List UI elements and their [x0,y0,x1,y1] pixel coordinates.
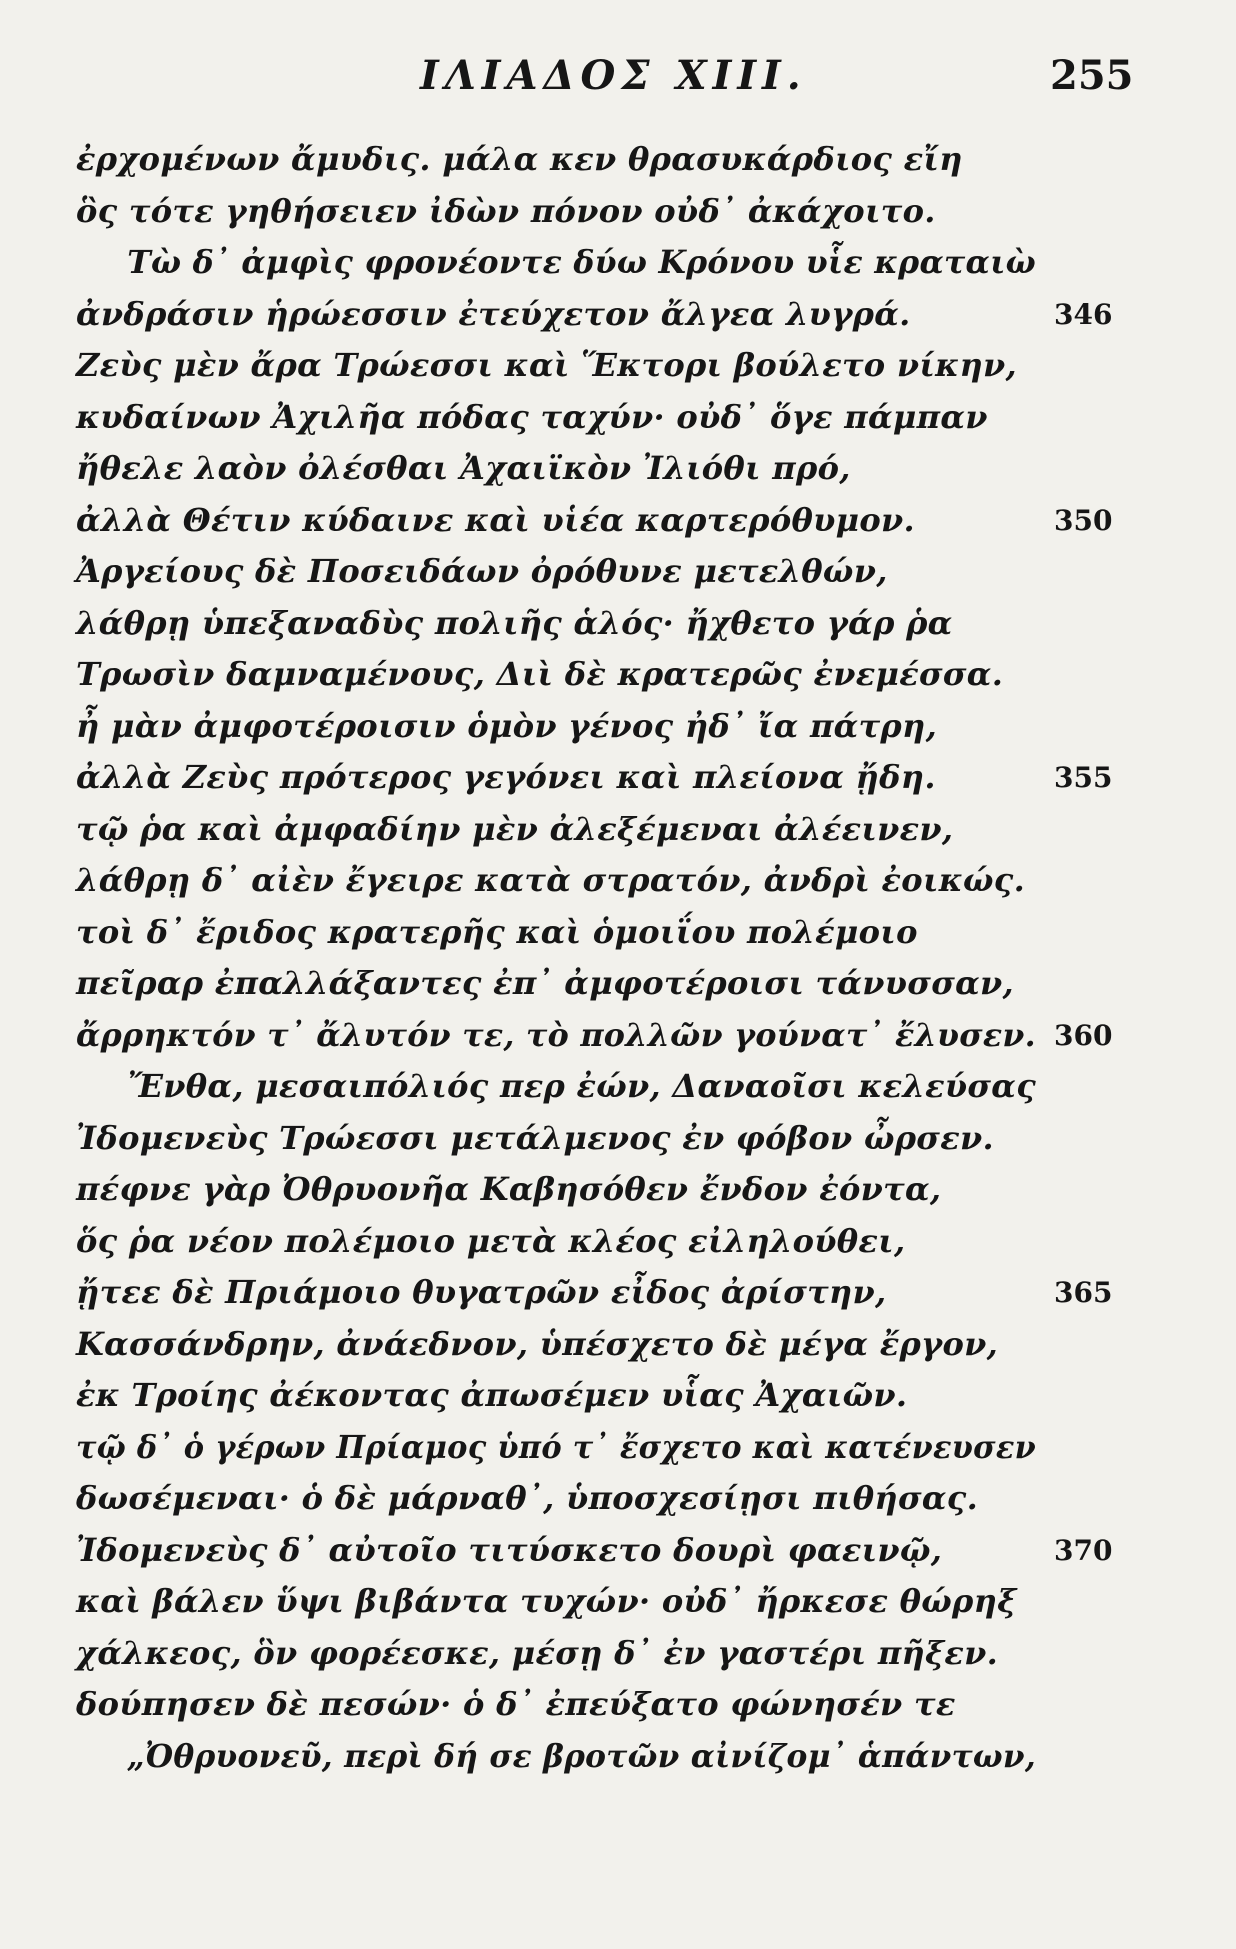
verse-text: πεῖραρ ἐπαλλάξαντες ἐπ᾽ ἀμφοτέροισι τάνυσσαν, [76,964,1014,1002]
verse-text: ἀνδράσιν ἡρώεσσιν ἐτεύχετον ἄλγεα λυγρά. [76,294,911,333]
verse-text: ἄρρηκτόν τ᾽ ἄλυτόν τε, τὸ πολλῶν γούνατ᾽ ἔλυσεν. [76,1015,1036,1054]
verse-text: ἤθελε λαὸν ὀλέσθαι Ἀχαιϊκὸν Ἰλιόθι πρό, [76,449,851,487]
verse-line [76,237,1196,289]
verse-line [76,186,1196,238]
verse-line [76,392,1196,444]
verse-line [76,1319,1196,1371]
line-number: 360 [1054,1018,1113,1052]
verse-text: χάλκεος, ὃν φορέεσκε, μέσῃ δ᾽ ἐν γαστέρι πῆξεν. [76,1633,999,1672]
verse-text: ἦ μὰν ἀμφοτέροισιν ὁμὸν γένος ἠδ᾽ ἴα πάτρη, [76,706,938,745]
verse-text: ὅς ῥα νέον πολέμοιο μετὰ κλέος εἰληλούθει, [76,1221,906,1260]
page-number: 255 [1050,52,1134,99]
verse-text: Κασσάνδρην, ἀνάεδνον, ὑπέσχετο δὲ μέγα ἔργον, [76,1324,999,1363]
verse-line [76,1576,1196,1628]
verse-line [76,289,1196,341]
verse-line [76,1216,1196,1268]
verse-text: Τὼ δ᾽ ἀμφὶς φρονέοντε δύω Κρόνου υἷε κραταιὼ [127,243,1037,281]
line-number: 350 [1054,503,1113,537]
verse-line [76,804,1196,856]
line-number: 355 [1054,761,1113,794]
verse-line [76,649,1196,701]
verse-text: ἐκ Τροίης ἀέκοντας ἀπωσέμεν υἷας Ἀχαιῶν. [76,1376,908,1414]
verse-line [76,134,1196,186]
verse-line [76,958,1196,1010]
verse-text: Ζεὺς μὲν ἄρα Τρώεσσι καὶ Ἕκτορι βούλετο νίκην, [76,346,1017,384]
line-number: 370 [1054,1533,1113,1567]
verse-line [76,1525,1196,1577]
verse-text: ἀλλὰ Ζεὺς πρότερος γεγόνει καὶ πλείονα ᾔδη. [76,758,936,796]
verse-line [76,1010,1196,1062]
verse-line [76,701,1196,753]
verse-text: ᾔτεε δὲ Πριάμοιο θυγατρῶν εἶδος ἀρίστην, [76,1273,887,1311]
verse-text: τῷ δ᾽ ὁ γέρων Πρίαμος ὑπό τ᾽ ἔσχετο καὶ κατένευσεν [76,1427,1036,1466]
verse-line [76,1628,1196,1680]
verse-text: ἐρχομένων ἄμυδις. μάλα κεν θρασυκάρδιος εἴη [76,140,963,178]
verse-text: καὶ βάλεν ὕψι βιβάντα τυχών· οὐδ᾽ ἤρκεσε θώρηξ [76,1582,1017,1620]
line-number: 365 [1054,1276,1113,1309]
verse-text: Ἰδομενεὺς δ᾽ αὐτοῖο τιτύσκετο δουρὶ φαεινῷ, [76,1530,943,1569]
verse-text: ὃς τότε γηθήσειεν ἰδὼν πόνον οὐδ᾽ ἀκάχοιτο. [76,191,936,230]
verse-line [76,340,1196,392]
verse-line [76,1679,1196,1731]
verse-text: δούπησεν δὲ πεσών· ὁ δ᾽ ἐπεύξατο φώνησέν τε [76,1685,956,1723]
verse-line [76,495,1196,547]
verse-line [76,1422,1196,1474]
verse-text: Ἰδομενεὺς Τρώεσσι μετάλμενος ἐν φόβον ὦρσεν. [76,1118,994,1157]
verse-text: „Ὀθρυονεῦ, περὶ δή σε βροτῶν αἰνίζομ᾽ ἁπάντων, [126,1736,1037,1775]
verse-line [76,1061,1196,1113]
line-number: 346 [1054,297,1113,331]
verse-text: Τρωσὶν δαμναμένους, Διὶ δὲ κρατερῶς ἐνεμέσσα. [76,655,1004,693]
verse-line [76,1267,1196,1319]
verse-text: δωσέμεναι· ὁ δὲ μάρναθ᾽, ὑποσχεσίῃσι πιθήσας. [76,1479,979,1517]
verse-line [76,752,1196,804]
verse-text: Ἀργείους δὲ Ποσειδάων ὀρόθυνε μετελθών, [76,552,888,590]
verse-line [76,1113,1196,1165]
verse-text: λάθρῃ ὑπεξαναδὺς πολιῆς ἁλός· ἤχθετο γάρ ῥα [76,603,953,642]
verse-line [76,598,1196,650]
running-title: ΙΛΙΑΔΟΣ XIII. [420,52,807,99]
verse-text: τοὶ δ᾽ ἔριδος κρατερῆς καὶ ὁμοιΐου πολέμοιο [76,912,918,951]
verse-line [76,1473,1196,1525]
verse-text: ἀλλὰ Θέτιν κύδαινε καὶ υἱέα καρτερόθυμον. [76,500,915,539]
verse-line [76,443,1196,495]
verse-line [76,1370,1196,1422]
verse-line [76,546,1196,598]
verse-line [76,907,1196,959]
verse-block [76,134,1196,1782]
verse-text: τῷ ῥα καὶ ἀμφαδίην μὲν ἀλεξέμεναι ἀλέεινεν, [76,809,954,848]
verse-line [76,855,1196,907]
verse-line [76,1731,1196,1783]
verse-line [76,1164,1196,1216]
running-header [0,52,1236,112]
verse-text: Ἔνθα, μεσαιπόλιός περ ἐών, Δαναοῖσι κελεύσας [127,1067,1037,1105]
verse-text: πέφνε γὰρ Ὀθρυονῆα Καβησόθεν ἔνδον ἐόντα, [76,1170,942,1208]
verse-text: λάθρῃ δ᾽ αἰὲν ἔγειρε κατὰ στρατόν, ἀνδρὶ ἐοικώς. [76,861,1026,899]
verse-text: κυδαίνων Ἀχιλῆα πόδας ταχύν· οὐδ᾽ ὅγε πάμπαν [76,397,988,436]
